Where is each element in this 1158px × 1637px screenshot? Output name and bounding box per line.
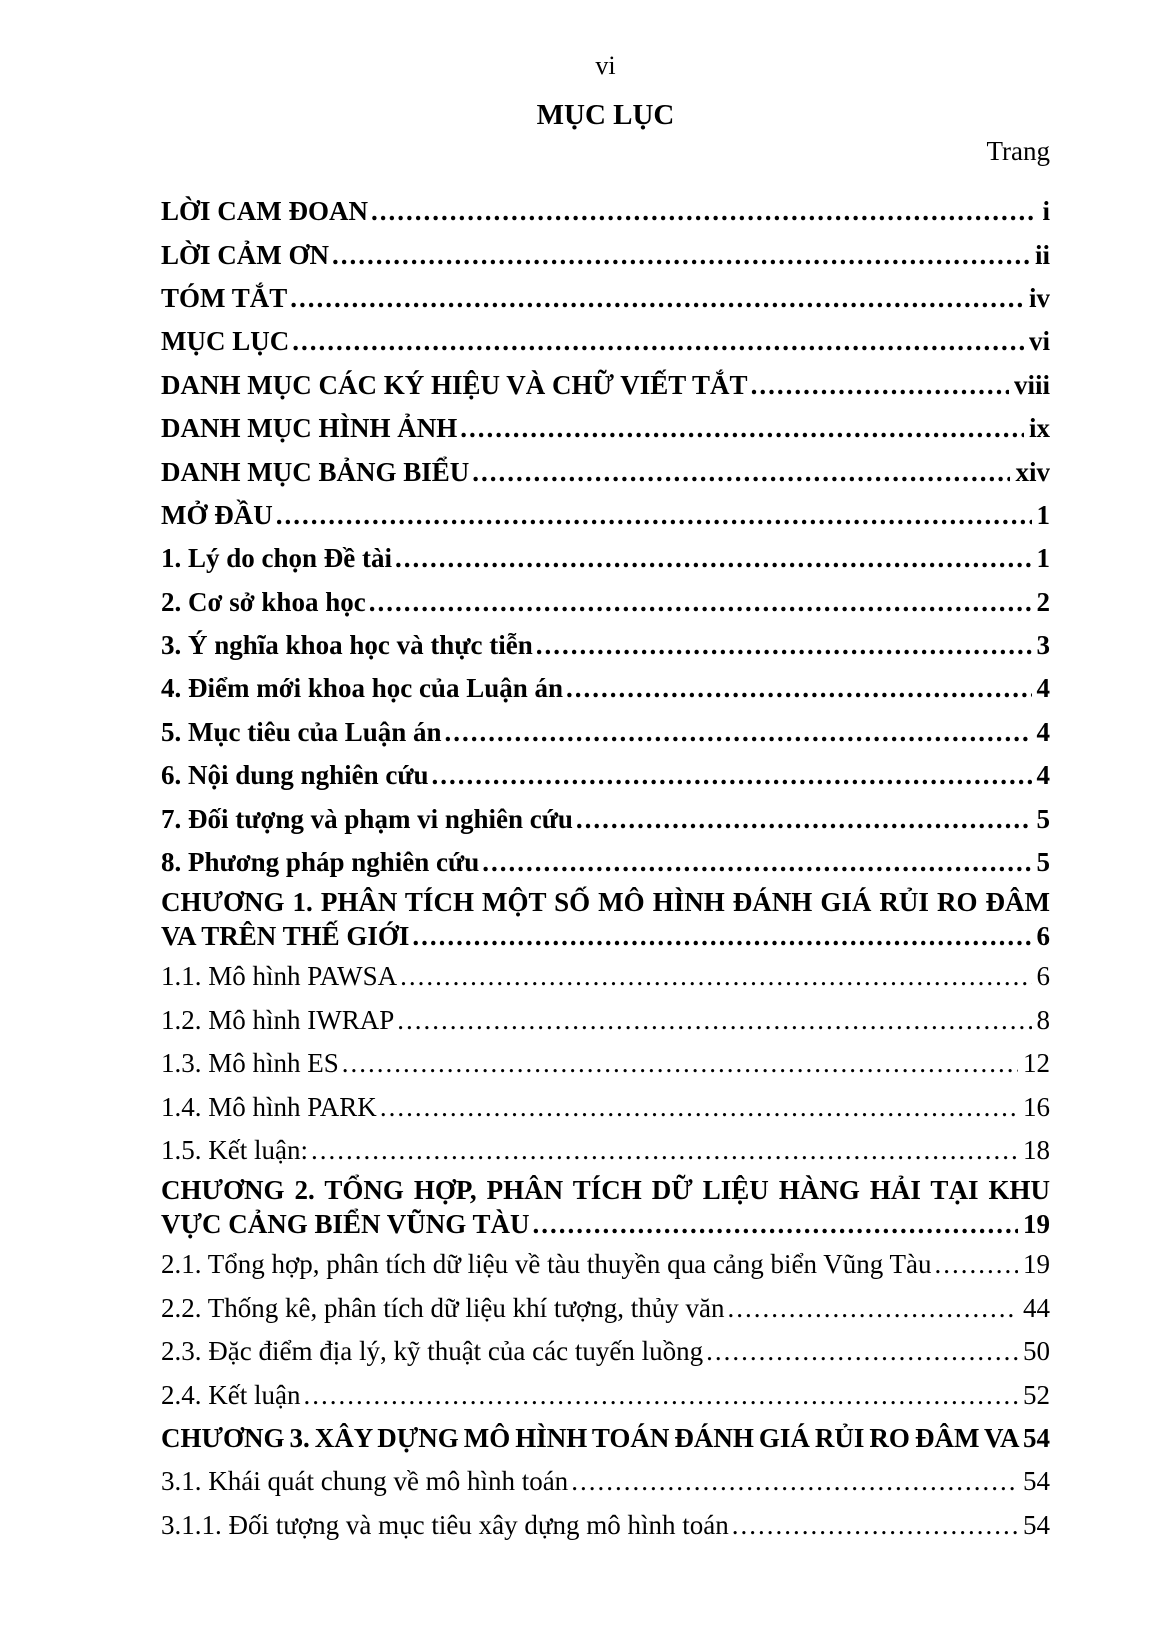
- toc-entry-page: 2: [1036, 586, 1050, 617]
- toc-entry-page: 4: [1036, 760, 1050, 791]
- dot-leader: [442, 717, 1032, 748]
- toc-entry-label: LỜI CAM ĐOAN: [161, 196, 368, 227]
- toc-entry-page: 3: [1036, 630, 1050, 661]
- toc-entry-label: 2.1. Tổng hợp, phân tích dữ liệu về tàu thuyền qua cảng biển Vũng Tàu: [161, 1249, 932, 1280]
- toc-entry-page: 50: [1023, 1336, 1050, 1367]
- toc-entry-page: xiv: [1015, 456, 1050, 487]
- toc-entry-label: CHƯƠNG 3. XÂY DỰNG MÔ HÌNH TOÁN ĐÁNH GIÁ RỦI RO ĐÂM VA: [161, 1422, 1018, 1453]
- toc-entry-label: 2.3. Đặc điểm địa lý, kỹ thuật của các tuyến luồng: [161, 1336, 704, 1367]
- toc-entry-label: TÓM TẮT: [161, 282, 288, 313]
- toc-entry-page: 5: [1036, 847, 1050, 878]
- toc-list: [161, 190, 1050, 1547]
- dot-leader: [533, 630, 1032, 661]
- toc-entry-page: 54: [1023, 1466, 1050, 1497]
- toc-entry-label: 1. Lý do chọn Đề tài: [161, 543, 393, 574]
- dot-leader: [530, 1208, 1018, 1242]
- dot-leader: [308, 1135, 1018, 1166]
- toc-entry: [161, 1243, 1050, 1286]
- toc-entry-page: 44: [1023, 1292, 1050, 1323]
- toc-entry-label: DANH MỤC BẢNG BIỂU: [161, 456, 470, 487]
- toc-chapter-line2: VỰC CẢNG BIỂN VŨNG TÀU: [161, 1208, 530, 1239]
- dot-leader: [289, 326, 1024, 357]
- toc-entry-label: 1.2. Mô hình IWRAP: [161, 1004, 395, 1035]
- toc-entry: [161, 1373, 1050, 1416]
- toc-chapter-line1: CHƯƠNG 2. TỔNG HỢP, PHÂN TÍCH DỮ LIỆU HÀNG HẢI TẠI KHU: [161, 1175, 1050, 1206]
- toc-entry-label: 8. Phương pháp nghiên cứu: [161, 847, 480, 878]
- toc-entry: [161, 1460, 1050, 1503]
- toc-entry-label: 1.1. Mô hình PAWSA: [161, 961, 398, 992]
- page-number: vi: [595, 51, 616, 80]
- dot-leader: [329, 240, 1030, 271]
- dot-leader: [394, 1005, 1031, 1036]
- dot-leader: [724, 1293, 1018, 1324]
- toc-chapter-entry: [161, 1417, 1050, 1460]
- toc-entry-page: 4: [1036, 673, 1050, 704]
- dot-leader: [397, 961, 1031, 992]
- toc-entry: [161, 581, 1050, 624]
- page-content: [161, 0, 1050, 1547]
- toc-entry-label: 4. Điểm mới khoa học của Luận án: [161, 673, 564, 704]
- dot-leader: [368, 196, 1037, 227]
- dot-leader: [287, 283, 1024, 314]
- toc-entry-page: 54: [1023, 1422, 1051, 1453]
- toc-entry-label: 3. Ý nghĩa khoa học và thực tiễn: [161, 630, 533, 661]
- toc-entry-page: 6: [1036, 961, 1050, 992]
- toc-entry-page: i: [1042, 196, 1050, 227]
- toc-entry-page: 19: [1023, 1208, 1050, 1239]
- toc-entry-label: 1.5. Kết luận:: [161, 1135, 308, 1165]
- toc-entry: [161, 711, 1050, 754]
- dot-leader: [748, 370, 1009, 401]
- toc-chapter-entry: [161, 884, 1050, 955]
- toc-entry: [161, 450, 1050, 493]
- toc-entry: [161, 233, 1050, 276]
- toc-entry: [161, 190, 1050, 233]
- toc-entry-page: 16: [1023, 1091, 1050, 1122]
- toc-entry-label: 1.4. Mô hình PARK: [161, 1091, 377, 1122]
- toc-entry-page: ii: [1034, 239, 1050, 270]
- toc-chapter-line2: VA TRÊN THẾ GIỚI: [161, 920, 410, 951]
- toc-entry-page: vi: [1028, 326, 1050, 357]
- toc-entry: [161, 364, 1050, 407]
- toc-chapter-line: [161, 1423, 1050, 1454]
- toc-entry-label: 7. Đối tượng và phạm vi nghiên cứu: [161, 803, 573, 834]
- toc-entry-label: 2.4. Kết luận: [161, 1379, 301, 1410]
- toc-entry-page: 12: [1023, 1048, 1050, 1079]
- dot-leader: [273, 500, 1032, 531]
- dot-leader: [729, 1510, 1018, 1541]
- toc-chapter-entry: [161, 1172, 1050, 1243]
- toc-entry-page: 54: [1023, 1509, 1050, 1540]
- toc-entry: [161, 841, 1050, 884]
- toc-entry: [161, 494, 1050, 537]
- toc-chapter-line1: CHƯƠNG 1. PHÂN TÍCH MỘT SỐ MÔ HÌNH ĐÁNH GIÁ RỦI RO ĐÂM: [161, 887, 1050, 918]
- dot-leader: [932, 1249, 1018, 1280]
- dot-leader: [573, 804, 1032, 835]
- toc-entry-page: 19: [1023, 1249, 1050, 1280]
- toc-entry: [161, 797, 1050, 840]
- toc-entry-page: 5: [1036, 803, 1050, 834]
- toc-chapter-line2-row: [161, 920, 1050, 954]
- toc-entry-label: DANH MỤC CÁC KÝ HIỆU VÀ CHỮ VIẾT TẮT: [161, 369, 748, 400]
- toc-entry: [161, 624, 1050, 667]
- toc-chapter-line2-row: [161, 1208, 1050, 1242]
- toc-entry-page: 1: [1036, 499, 1050, 530]
- dot-leader: [703, 1336, 1018, 1367]
- toc-entry: [161, 320, 1050, 363]
- dot-leader: [469, 457, 1010, 488]
- toc-entry-page: 8: [1036, 1004, 1050, 1035]
- page-title: MỤC LỤC: [536, 99, 675, 131]
- toc-entry-label: MỞ ĐẦU: [161, 499, 273, 530]
- toc-entry-label: LỜI CẢM ƠN: [161, 239, 329, 270]
- toc-entry: [161, 407, 1050, 450]
- dot-leader: [563, 673, 1031, 704]
- toc-entry: [161, 955, 1050, 998]
- toc-entry: [161, 537, 1050, 580]
- toc-entry-label: 2.2. Thống kê, phân tích dữ liệu khí tượng, thủy văn: [161, 1292, 725, 1323]
- toc-entry: [161, 1085, 1050, 1128]
- toc-entry: [161, 1042, 1050, 1085]
- toc-entry: [161, 754, 1050, 797]
- dot-leader: [568, 1466, 1018, 1497]
- dot-leader: [339, 1048, 1018, 1079]
- toc-entry: [161, 1330, 1050, 1373]
- toc-entry-page: 1: [1036, 543, 1050, 574]
- toc-entry-page: viii: [1013, 369, 1050, 400]
- dot-leader: [479, 847, 1031, 878]
- dot-leader: [429, 760, 1032, 791]
- toc-entry-label: 2. Cơ sở khoa học: [161, 586, 366, 617]
- toc-entry-label: 6. Nội dung nghiên cứu: [161, 760, 429, 791]
- toc-entry-page: 18: [1023, 1135, 1050, 1165]
- toc-entry: [161, 999, 1050, 1042]
- dot-leader: [300, 1380, 1018, 1411]
- toc-entry: [161, 277, 1050, 320]
- dot-leader: [409, 920, 1031, 954]
- dot-leader: [366, 587, 1032, 618]
- page-column-header: Trang: [986, 136, 1050, 166]
- toc-entry-label: 1.3. Mô hình ES: [161, 1048, 339, 1079]
- toc-entry: [161, 667, 1050, 710]
- toc-entry-page: 52: [1023, 1379, 1050, 1410]
- toc-entry-page: 4: [1036, 716, 1050, 747]
- toc-entry-label: DANH MỤC HÌNH ẢNH: [161, 413, 458, 444]
- toc-entry: [161, 1504, 1050, 1547]
- dot-leader: [457, 413, 1024, 444]
- toc-entry-page: iv: [1028, 282, 1050, 313]
- dot-leader: [392, 543, 1031, 574]
- toc-entry-label: 3.1.1. Đối tượng và mục tiêu xây dựng mô hình toán: [161, 1509, 729, 1540]
- toc-entry-page: 6: [1036, 920, 1050, 951]
- toc-entry-label: 5. Mục tiêu của Luận án: [161, 716, 442, 747]
- toc-entry-label: MỤC LỤC: [161, 326, 290, 357]
- toc-entry-label: 3.1. Khái quát chung về mô hình toán: [161, 1466, 569, 1497]
- toc-entry: [161, 1287, 1050, 1330]
- toc-entry-page: ix: [1028, 413, 1050, 444]
- dot-leader: [377, 1092, 1018, 1123]
- toc-entry: [161, 1129, 1050, 1172]
